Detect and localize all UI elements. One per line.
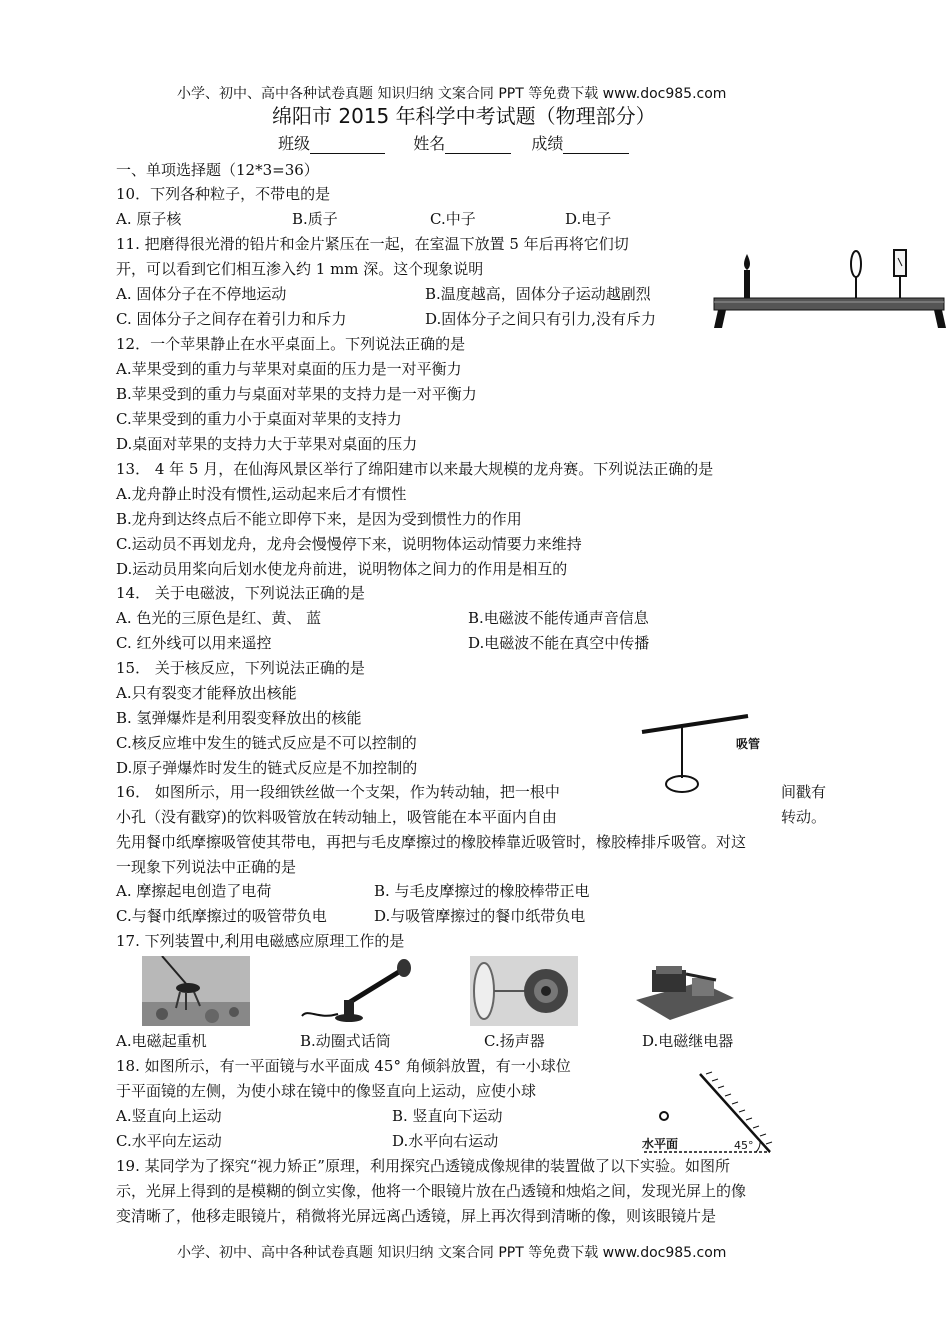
q11-stem-line1: 11. 把磨得很光滑的铅片和金片紧压在一起，在室温下放置 5 年后再将它们切	[116, 235, 629, 253]
q18-option-c: C.水平向左运动	[116, 1132, 222, 1150]
page-footer: 小学、初中、高中各种试卷真题 知识归纳 文案合同 PPT 等免费下载 www.doc985.com	[177, 1245, 727, 1261]
q10-option-c: C.中子	[430, 210, 476, 228]
mirror-45-figure	[640, 1070, 780, 1160]
q16-option-d: D.与吸管摩擦过的餐巾纸带负电	[374, 907, 586, 925]
q12-option-a: A.苹果受到的重力与苹果对桌面的压力是一对平衡力	[116, 360, 462, 378]
angle-label: 45°	[734, 1139, 754, 1152]
electromagnetic-relay-image	[630, 956, 738, 1026]
page-title: 绵阳市 2015 年科学中考试题（物理部分）	[272, 104, 656, 128]
q17-option-a: A.电磁起重机	[116, 1032, 207, 1050]
q10-option-b: B.质子	[292, 210, 338, 228]
q14-option-b: B.电磁波不能传通声音信息	[468, 609, 649, 627]
q11-option-c: C. 固体分子之间存在着引力和斥力	[116, 310, 347, 328]
q17-option-c: C.扬声器	[484, 1032, 545, 1050]
dynamic-microphone-image	[298, 956, 416, 1026]
q18-stem-line1: 18. 如图所示，有一平面镜与水平面成 45° 角倾斜放置，有一小球位	[116, 1057, 571, 1075]
q14-stem: 14． 关于电磁波，下列说法正确的是	[116, 584, 365, 602]
q10-stem: 10．下列各种粒子，不带电的是	[116, 185, 331, 203]
straw-rotation-figure	[636, 704, 776, 804]
q12-option-c: C.苹果受到的重力小于桌面对苹果的支持力	[116, 410, 402, 428]
q12-option-b: B.苹果受到的重力与桌面对苹果的支持力是一对平衡力	[116, 385, 477, 403]
q19-stem-line1: 19. 某同学为了探究“视力矫正”原理，利用探究凸透镜成像规律的装置做了以下实验。如图所	[116, 1157, 730, 1175]
q13-option-a: A.龙舟静止时没有惯性,运动起来后才有惯性	[116, 485, 407, 503]
q16-stem-line1-tail: 间戳有	[781, 783, 827, 801]
q18-stem-line2: 于平面镜的左侧，为使小球在镜中的像竖直向上运动，应使小球	[116, 1082, 537, 1100]
q10-option-a: A. 原子核	[116, 210, 182, 228]
q15-option-b: B. 氢弹爆炸是利用裂变释放出的核能	[116, 709, 362, 727]
q16-stem-line1: 16． 如图所示，用一段细铁丝做一个支架，作为转动轴，把一根中	[116, 783, 560, 801]
page-header: 小学、初中、高中各种试卷真题 知识归纳 文案合同 PPT 等免费下载 www.doc985.com	[177, 86, 727, 102]
q17-option-d: D.电磁继电器	[642, 1032, 734, 1050]
q16-stem-line4: 一现象下列说法中正确的是	[116, 858, 297, 876]
q10-option-d: D.电子	[565, 210, 612, 228]
q13-stem: 13． 4 年 5 月，在仙海风景区举行了绵阳建市以来最大规模的龙舟赛。下列说法正确的是	[116, 460, 714, 478]
score-blank	[563, 137, 629, 154]
q15-option-d: D.原子弹爆炸时发生的链式反应是不加控制的	[116, 759, 418, 777]
loudspeaker-image	[470, 956, 578, 1026]
q18-option-a: A.竖直向上运动	[116, 1107, 222, 1125]
q12-stem: 12．一个苹果静止在水平桌面上。下列说法正确的是	[116, 335, 466, 353]
q17-stem: 17. 下列装置中,利用电磁感应原理工作的是	[116, 932, 405, 950]
q16-option-a: A. 摩擦起电创造了电荷	[116, 882, 272, 900]
q19-stem-line2: 示，光屏上得到的是模糊的倒立实像，他将一个眼镜片放在凸透镜和烛焰之间，发现光屏上的像	[116, 1182, 747, 1200]
straw-label: 吸管	[736, 737, 761, 751]
q11-option-d: D.固体分子之间只有引力,没有斥力	[425, 310, 657, 328]
q16-stem-line3: 先用餐巾纸摩擦吸管使其带电，再把与毛皮摩擦过的橡胶棒靠近吸管时，橡胶棒排斥吸管。对这	[116, 833, 747, 851]
optical-bench-figure	[712, 236, 948, 332]
electromagnetic-crane-image	[142, 956, 250, 1026]
score-label: 成绩	[531, 134, 564, 153]
section-heading: 一、单项选择题（12*3=36）	[116, 161, 319, 179]
q19-stem-line3: 变清晰了，他移走眼镜片，稍微将光屏远离凸透镜，屏上再次得到清晰的像，则该眼镜片是	[116, 1207, 717, 1225]
q12-option-d: D.桌面对苹果的支持力大于苹果对桌面的压力	[116, 435, 418, 453]
q14-option-a: A. 色光的三原色是红、黄、 蓝	[116, 609, 322, 627]
q13-option-c: C.运动员不再划龙舟，龙舟会慢慢停下来，说明物体运动情要力来维持	[116, 535, 582, 553]
name-label: 姓名	[413, 134, 446, 153]
q16-stem-line2: 小孔（没有戳穿)的饮料吸管放在转动轴上，吸管能在本平面内自由	[116, 808, 557, 826]
q15-option-a: A.只有裂变才能释放出核能	[116, 684, 297, 702]
class-blank	[310, 137, 385, 154]
name-blank	[445, 137, 511, 154]
q16-stem-line2-tail: 转动。	[781, 808, 827, 826]
horizontal-plane-label: 水平面	[642, 1137, 679, 1151]
class-label: 班级	[278, 134, 311, 153]
q17-option-b: B.动圈式话筒	[300, 1032, 391, 1050]
q18-option-b: B. 竖直向下运动	[392, 1107, 503, 1125]
q13-option-b: B.龙舟到达终点后不能立即停下来，是因为受到惯性力的作用	[116, 510, 522, 528]
q16-option-b: B. 与毛皮摩擦过的橡胶棒带正电	[374, 882, 590, 900]
q16-option-c: C.与餐巾纸摩擦过的吸管带负电	[116, 907, 327, 925]
q11-option-a: A. 固体分子在不停地运动	[116, 285, 287, 303]
q11-stem-line2: 开，可以看到它们相互渗入约 1 mm 深。这个现象说明	[116, 260, 484, 278]
q13-option-d: D.运动员用桨向后划水使龙舟前进，说明物体之间力的作用是相互的	[116, 560, 568, 578]
q11-option-b: B.温度越高，固体分子运动越剧烈	[425, 285, 651, 303]
student-info-line	[278, 134, 629, 154]
q14-option-d: D.电磁波不能在真空中传播	[468, 634, 650, 652]
q15-option-c: C.核反应堆中发生的链式反应是不可以控制的	[116, 734, 417, 752]
q15-stem: 15． 关于核反应，下列说法正确的是	[116, 659, 365, 677]
q18-option-d: D.水平向右运动	[392, 1132, 499, 1150]
q14-option-c: C. 红外线可以用来遥控	[116, 634, 272, 652]
